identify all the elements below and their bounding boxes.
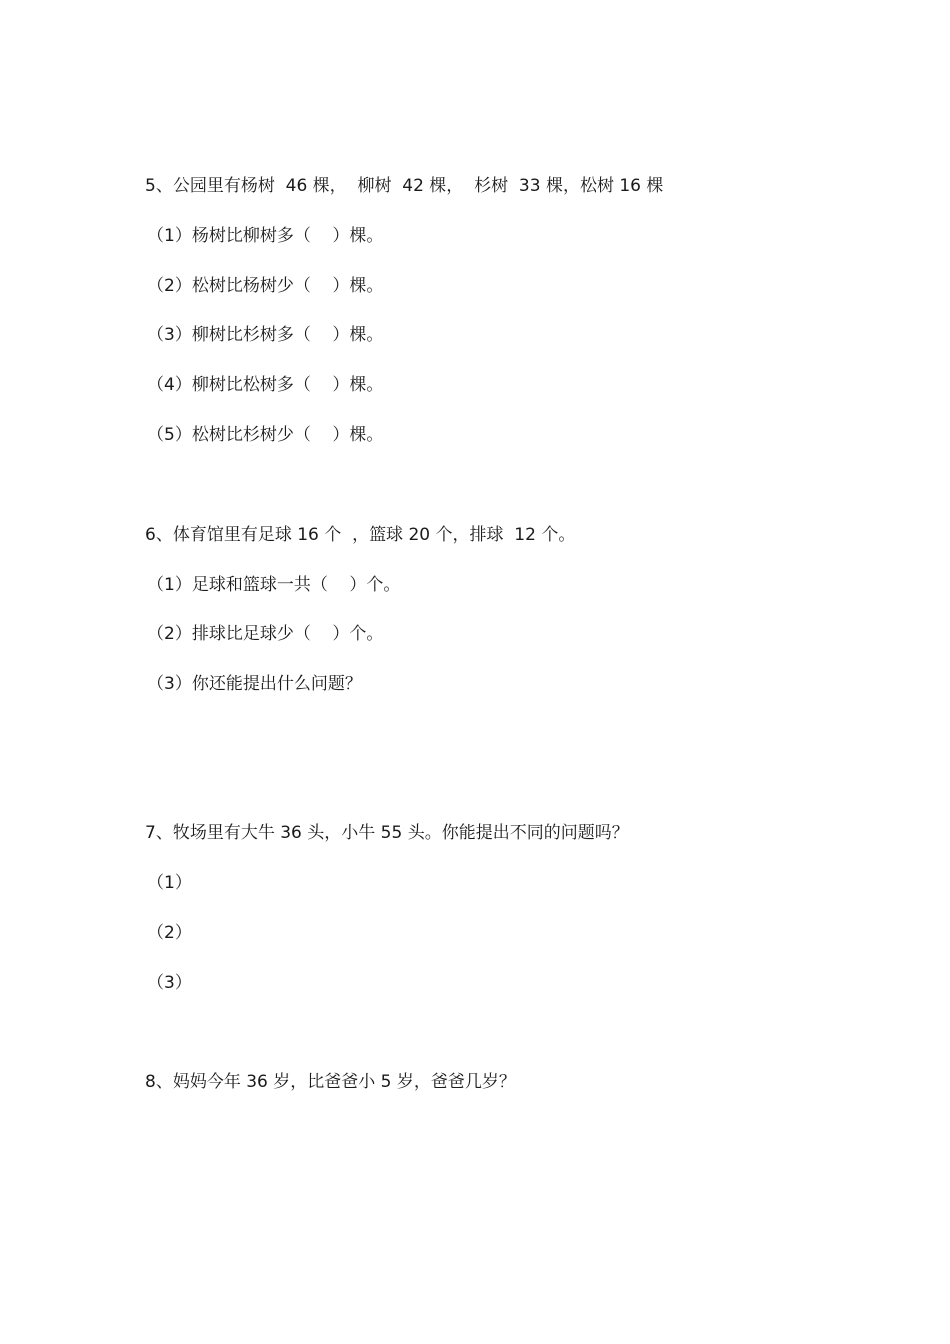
question-7-item-2: （2） <box>147 923 192 943</box>
question-7-item-1: （1） <box>147 873 192 893</box>
question-6-item-2: （2）排球比足球少（ ）个。 <box>147 624 384 644</box>
question-7-stem: 7、牧场里有大牛 36 头，小牛 55 头。你能提出不同的问题吗？ <box>145 823 629 843</box>
question-5-item-5: （5）松树比杉树少（ ）棵。 <box>147 425 384 445</box>
question-8-stem: 8、妈妈今年 36 岁，比爸爸小 5 岁，爸爸几岁？ <box>145 1072 516 1092</box>
question-5-stem: 5、公园里有杨树 46 棵， 柳树 42 棵， 杉树 33 棵，松树 16 棵 <box>145 176 664 196</box>
question-6-stem: 6、体育馆里有足球 16 个 ，篮球 20 个，排球 12 个。 <box>145 525 576 545</box>
question-5-item-3: （3）柳树比杉树多（ ）棵。 <box>147 325 384 345</box>
question-7-item-3: （3） <box>147 973 192 993</box>
question-5-item-1: （1）杨树比柳树多（ ）棵。 <box>147 226 384 246</box>
question-5-item-2: （2）松树比杨树少（ ）棵。 <box>147 276 384 296</box>
question-5-item-4: （4）柳树比松树多（ ）棵。 <box>147 375 384 395</box>
question-6-item-1: （1）足球和篮球一共（ ）个。 <box>147 575 401 595</box>
question-6-item-3: （3）你还能提出什么问题？ <box>147 674 362 694</box>
